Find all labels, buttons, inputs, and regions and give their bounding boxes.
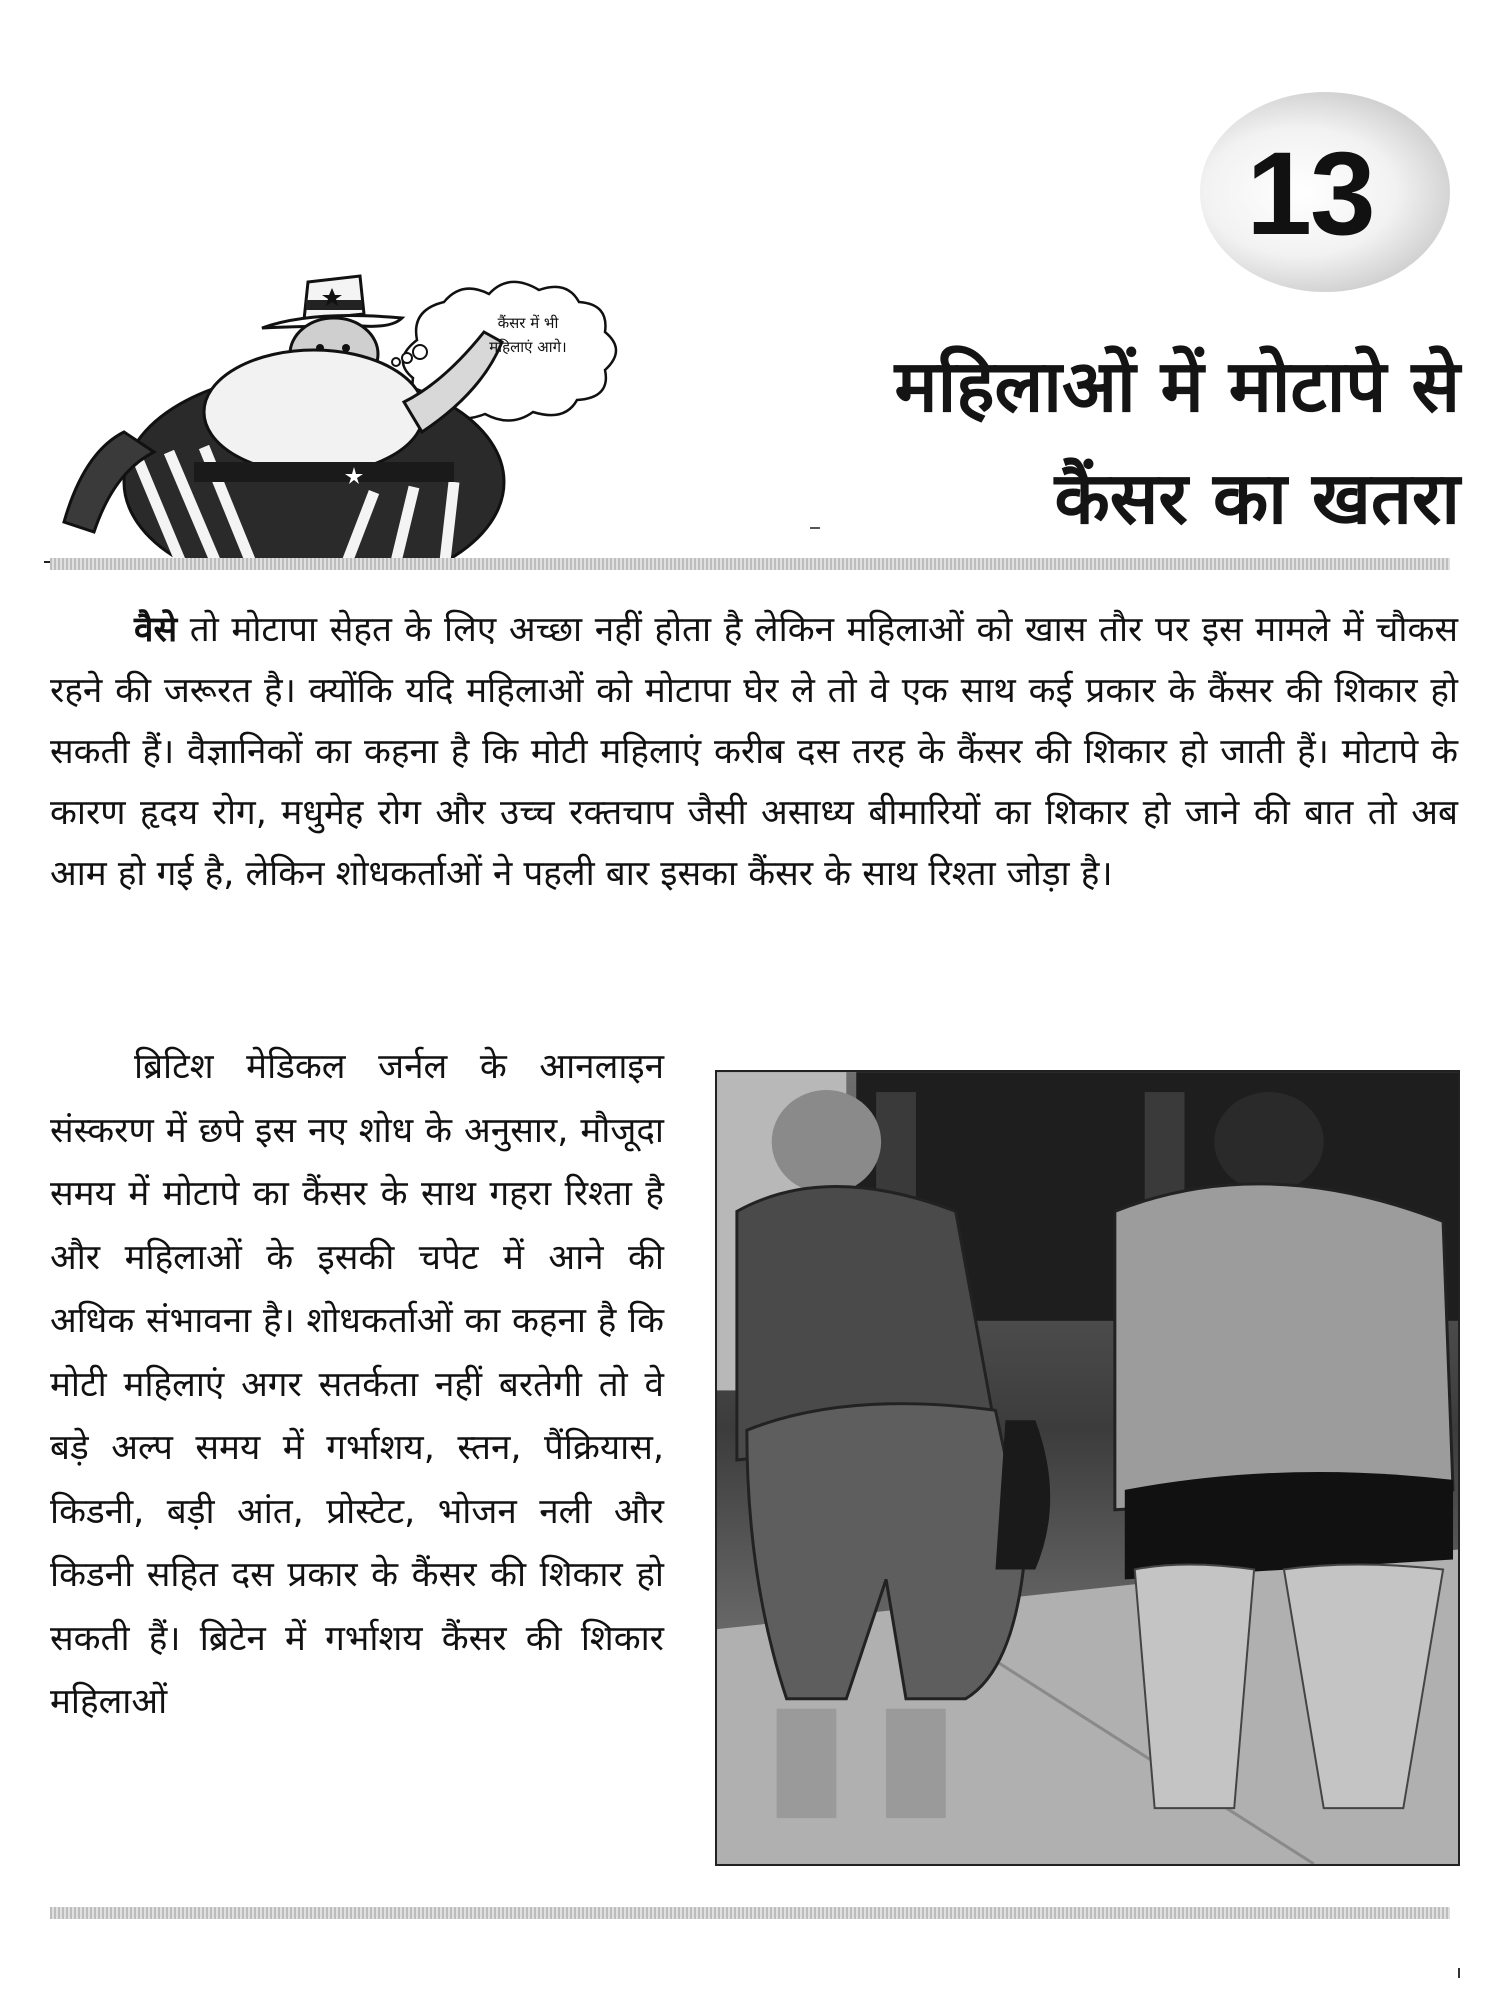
title-line: कैंसर का खतरा	[1054, 456, 1460, 540]
paragraph-text: तो मोटापा सेहत के लिए अच्छा नहीं होता है लेकिन महिलाओं को खास तौर पर इस मामले में चौकस रहने की जरूरत है। क्योंकि यदि महिलाओं को मोटापा घेर ले तो वे एक साथ कई प्रकार के कैंसर की शिकार हो सकती हैं। वैज्ञानिकों का कहना है कि मोटी महिलाएं करीब दस तरह के कैंसर की शिकार हो जाती हैं। मोटापे के कारण हृदय रोग, मधुमेह रोग और उच्च रक्तचाप जैसी असाध्य बीमारियों का शिकार हो जाने की बात तो अब आम हो गई है, लेकिन शोधकर्ताओं ने पहली बार इसका कैंसर के साथ रिश्ता जोड़ा है।	[50, 610, 1458, 894]
paragraph-first-word: वैसे	[134, 610, 178, 650]
page-title	[610, 330, 1460, 554]
cartoon-illustration	[44, 262, 634, 570]
article-photo	[715, 1070, 1460, 1866]
chapter-number: 13	[1246, 128, 1374, 260]
thought-bubble-line: महिलाएं आगे।	[489, 338, 567, 356]
print-mark	[810, 527, 820, 529]
body-paragraph	[50, 600, 1458, 905]
print-mark	[1458, 1968, 1460, 1978]
title-line: महिलाओं में मोटापे से	[894, 344, 1460, 428]
body-paragraph: ब्रिटिश मेडिकल जर्नल के आनलाइन संस्करण में छपे इस नए शोध के अनुसार, मौजूदा समय में मोटापे का कैंसर के साथ गहरा रिश्ता है और महिलाओं के इसकी चपेट में आने की अधिक संभावना है। शोधकर्ताओं का कहना है कि मोटी महिलाएं अगर सतर्कता नहीं बरतेगी तो वे बड़े अल्प समय में गर्भाशय, स्तन, पैंक्रियास, किडनी, बड़ी आंत, प्रोस्टेट, भोजन नली और किडनी सहित दस प्रकार के कैंसर की शिकार हो सकती हैं। ब्रिटेन में गर्भाशय कैंसर की शिकार महिलाओं	[50, 1047, 664, 1722]
bottom-divider	[50, 1907, 1450, 1919]
thought-bubble-line: कैंसर में भी	[497, 314, 559, 332]
thought-bubble-text	[440, 311, 616, 359]
top-divider	[50, 558, 1450, 570]
